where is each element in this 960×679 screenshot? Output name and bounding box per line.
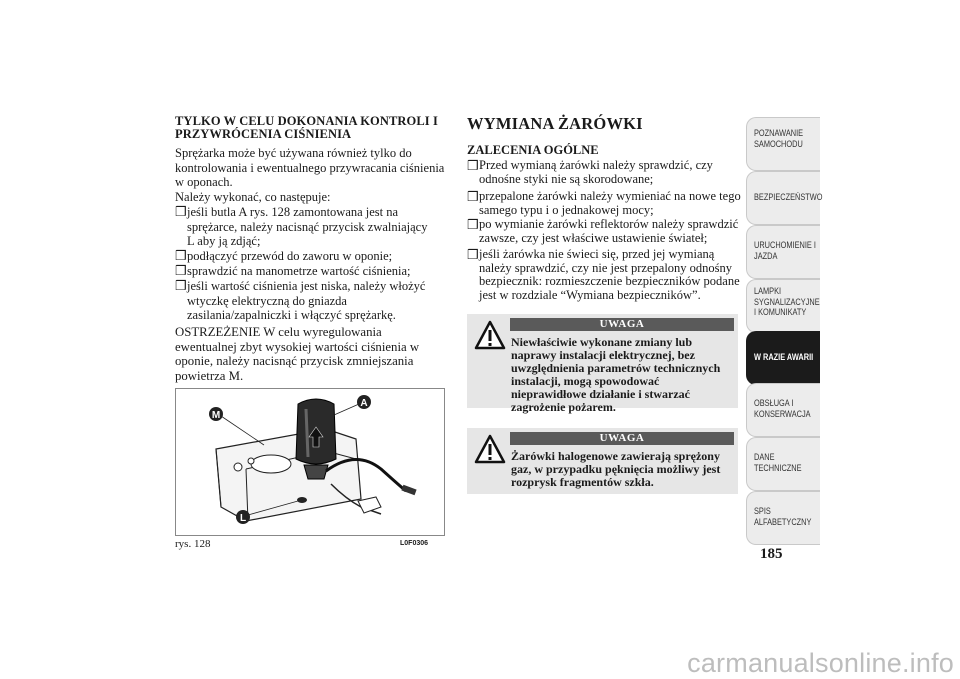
checkbox-bullet-icon: ❒	[175, 248, 187, 263]
compressor-figure	[175, 388, 445, 536]
list-item	[175, 263, 437, 279]
tab-label: LAMPKI SYGNALIZACYJNE I KOMUNIKATY	[754, 286, 820, 317]
list-item	[467, 217, 741, 245]
tab-label: OBSŁUGA I KONSERWACJA	[754, 398, 811, 419]
section-heading: TYLKO W CELU DOKONANIA KONTROLI I PRZYWRÓCENIA CIŚNIENIA	[175, 114, 438, 141]
list-item-text: jeśli wartość ciśnienia jest niska, należy włożyć wtyczkę elektryczną do gniazda zasilania/zapalniczki i włączyć sprężarkę.	[187, 279, 426, 323]
list-item	[175, 248, 437, 264]
figure-caption: rys. 128	[175, 538, 211, 550]
tab-spis-alfabetyczny[interactable]	[746, 491, 820, 545]
checkbox-bullet-icon: ❒	[467, 217, 479, 232]
checkbox-bullet-icon: ❒	[175, 263, 187, 278]
warning-text: Niewłaściwie wykonane zmiany lub naprawy instalacji elektrycznej, bez uwzględnienia parametrów technicznych instalacji, mogą spowodować nieprawidłowe działanie i stwarzać zagrożenie pożarem.	[511, 335, 721, 414]
tab-label: W RAZIE AWARII	[754, 352, 814, 362]
list-item	[175, 278, 437, 323]
tab-uruchomienie-i-jazda[interactable]	[746, 225, 820, 279]
tab-lampki-sygnalizacyjne[interactable]	[746, 279, 820, 333]
callout-m: M	[211, 410, 221, 421]
compressor-illustration	[176, 389, 444, 535]
list-item	[467, 158, 741, 186]
list-item-text: jeśli butla A rys. 128 zamontowana jest na sprężarce, należy nacisnąć przycisk zwalniający L aby ją zdjąć;	[187, 205, 428, 249]
warning-box	[467, 428, 738, 494]
list-item	[467, 189, 741, 217]
list-item-text: podłączyć przewód do zaworu w oponie;	[187, 249, 393, 263]
callout-l: L	[239, 513, 247, 524]
tab-w-razie-awarii[interactable]	[746, 331, 820, 385]
subsection-heading: ZALECENIA OGÓLNE	[467, 143, 599, 157]
figure-code: L0F0306	[400, 540, 429, 547]
warning-text: Żarówki halogenowe zawierają sprężony gaz, w przypadku pęknięcia możliwy jest rozprysk fragmentów szkła.	[511, 449, 721, 489]
tab-label: DANE TECHNICZNE	[754, 452, 802, 473]
tab-label: URUCHOMIENIE I JAZDA	[754, 240, 816, 261]
checkbox-bullet-icon: ❒	[467, 247, 479, 262]
list-item-text: Przed wymianą żarówki należy sprawdzić, czy odnośne styki nie są skorodowane;	[479, 158, 713, 186]
warning-box	[467, 314, 738, 414]
checkbox-bullet-icon: ❒	[467, 158, 479, 173]
tab-bezpieczenstwo[interactable]	[746, 171, 823, 225]
list-item-text: po wymianie żarówki reflektorów należy sprawdzić zawsze, czy jest właściwe ustawienie świateł;	[479, 217, 739, 245]
tab-dane-techniczne[interactable]	[746, 437, 820, 491]
list-item	[175, 204, 437, 249]
tab-poznawanie-samochodu[interactable]	[746, 117, 820, 171]
watermark: carmanualsonline.info	[687, 648, 954, 678]
steps-intro: Należy wykonać, co następuje:	[175, 190, 331, 204]
callout-a: A	[360, 398, 368, 409]
warning-title: UWAGA	[510, 432, 734, 445]
tab-obsluga-i-konserwacja[interactable]	[746, 383, 820, 437]
list-item-text: sprawdzić na manometrze wartość ciśnienia;	[187, 264, 411, 278]
intro-paragraph: Sprężarka może być używana również tylko do kontrolowania i ewentualnego przywracania ciśnienia w oponach.	[175, 146, 445, 190]
page-number: 185	[760, 546, 783, 562]
page-title: WYMIANA ŻARÓWKI	[467, 114, 643, 133]
checkbox-bullet-icon: ❒	[467, 189, 479, 204]
warning-title: UWAGA	[510, 318, 734, 331]
checkbox-bullet-icon: ❒	[175, 278, 187, 293]
checkbox-bullet-icon: ❒	[175, 204, 187, 219]
tab-label: SPIS ALFABETYCZNY	[754, 506, 812, 527]
tab-label: BEZPIECZEŃSTWO	[754, 192, 823, 202]
list-item	[467, 247, 741, 302]
list-item-text: przepalone żarówki należy wymieniać na nowe tego samego typu i o jednakowej mocy;	[479, 189, 741, 217]
list-item-text: jeśli żarówka nie świeci się, przed jej wymianą należy sprawdzić, czy nie jest przepalony odnośny bezpiecznik: rozmieszczenie bezpieczników podane jest w rozdziale “Wymiana bezpieczników”.	[479, 247, 740, 302]
tab-label: POZNAWANIE SAMOCHODU	[754, 128, 804, 149]
warning-note: OSTRZEŻENIE W celu wyregulowania ewentualnej zbyt wysokiej wartości ciśnienia w oponie, należy nacisnąć przycisk zmniejszania powietrza M.	[175, 325, 420, 383]
